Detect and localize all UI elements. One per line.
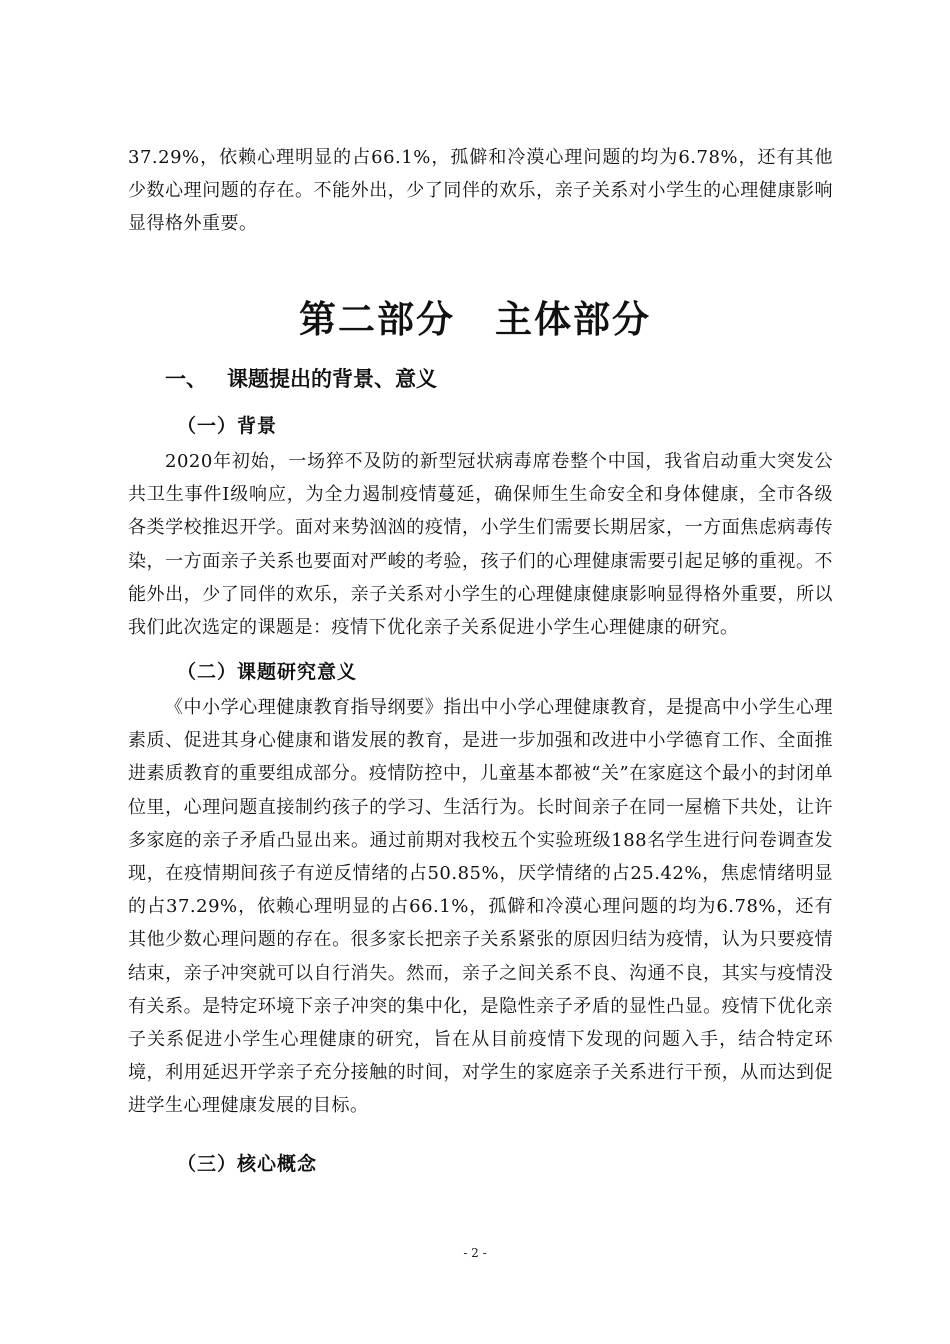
part-title-text: 主体部分 [495,298,651,341]
page-number: - 2 - [463,1246,487,1260]
subheading-background: （一）背景 [177,415,278,437]
section-heading-one [165,362,437,396]
intro-paragraph: 37.29%，依赖心理明显的占66.1%，孤僻和冷漠心理问题的均为6.78%，还有其他少数心理问题的存在。不能外出，少了同伴的欢乐，亲子关系对小学生的心理健康影响显得格外重要。 [128,147,833,235]
significance-paragraph: 《中小学心理健康教育指导纲要》指出中小学心理健康教育，是提高中小学生心理素质、促进其身心健康和谐发展的教育，是进一步加强和改进中小学德育工作、全面推进素质教育的重要组成部分。疫情防控中，儿童基本都被“关”在家庭这个最小的封闭单位里，心理问题直接制约孩子的学习、生活行为。长时间亲子在同一屋檐下共处，让许多家庭的亲子矛盾凸显出来。通过前期对我校五个实验班级188名学生进行问卷调查发现，在疫情期间孩子有逆反情绪的占50.85%，厌学情绪的占25.42%，焦虑情绪明显的占37.29%，依赖心理明显的占66.1%，孤僻和冷漠心理问题的均为6.78%，还有其他少数心理问题的存在。很多家长把亲子关系紧张的原因归结为疫情，认为只要疫情结束，亲子冲突就可以自行消失。然而，亲子之间关系不良、沟通不良，其实与疫情没有关系。是特定环境下亲子冲突的集中化，是隐性亲子矛盾的显性凸显。疫情下优化亲子关系促进小学生心理健康的研究，旨在从目前疫情下发现的问题入手，结合特定环境，利用延迟开学亲子充分接触的时间，对学生的家庭亲子关系进行干预，从而达到促进学生心理健康发展的目标。 [128,697,833,1117]
part-title [0,292,950,348]
subheading-significance: （二）课题研究意义 [177,661,358,683]
part-title-number: 第二部分 [299,298,455,341]
subheading-core-concepts: （三）核心概念 [177,1153,318,1175]
section-title: 课题提出的背景、意义 [227,367,437,391]
section-number: 一、 [165,367,207,391]
background-paragraph: 2020年初始，一场猝不及防的新型冠状病毒席卷整个中国，我省启动重大突发公共卫生事件Ⅰ级响应，为全力遏制疫情蔓延，确保师生生命安全和身体健康，全市各级各类学校推迟开学。面对来势汹汹的疫情，小学生们需要长期居家，一方面焦虑病毒传染，一方面亲子关系也要面对严峻的考验，孩子们的心理健康需要引起足够的重视。不能外出，少了同伴的欢乐，亲子关系对小学生的心理健康健康影响显得格外重要，所以我们此次选定的课题是：疫情下优化亲子关系促进小学生心理健康的研究。 [128,451,833,639]
